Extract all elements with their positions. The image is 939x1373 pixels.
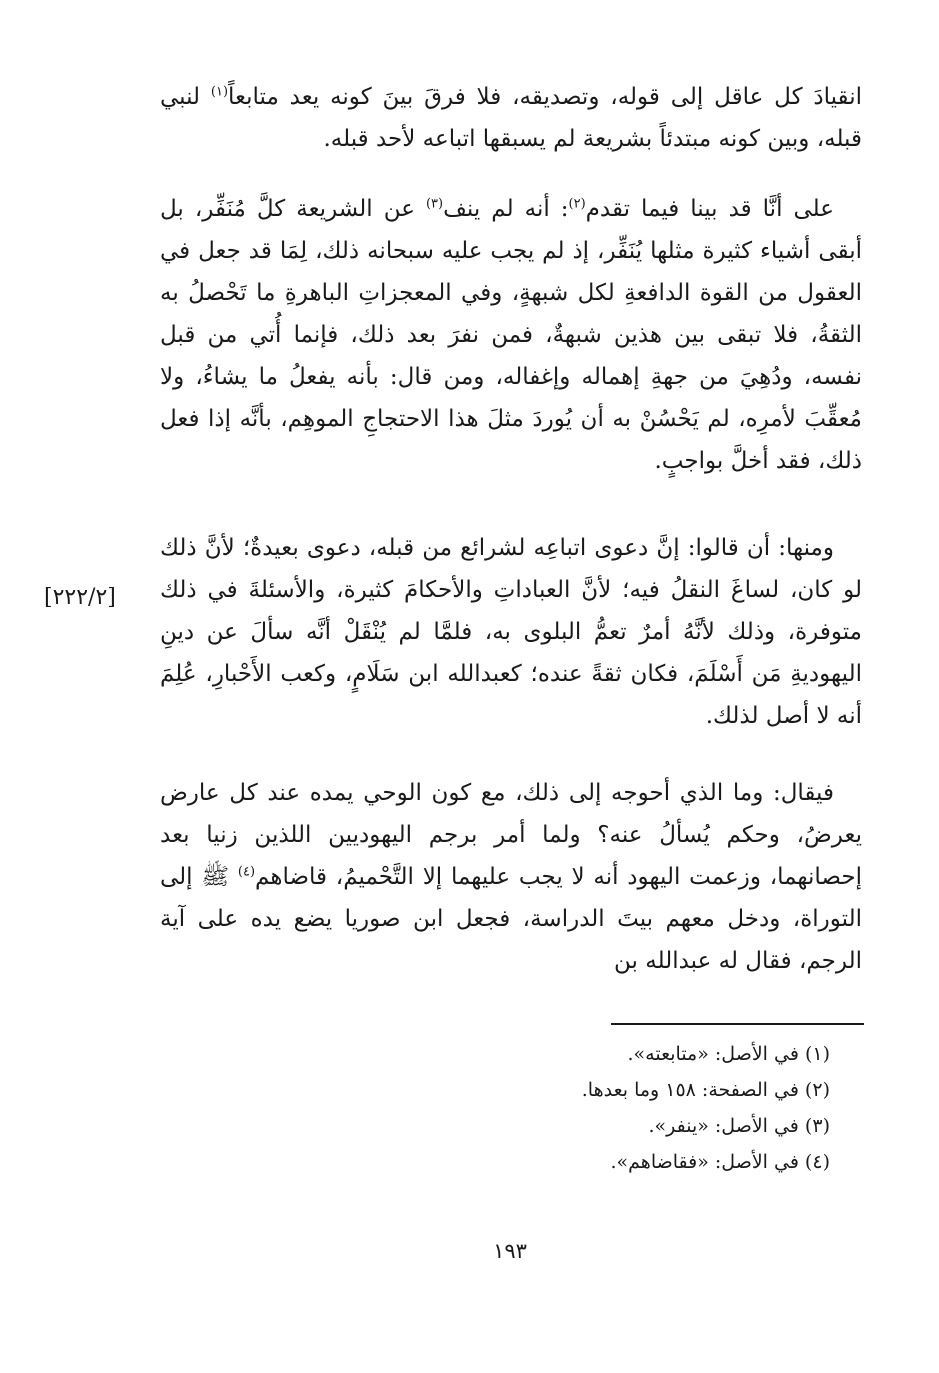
paragraph-2-text-b: : أنه لم ينف: [443, 196, 569, 222]
paragraph-4-text-b: ﷺ إلى التوراة، ودخل معهم بيتَ الدراسة، فجعل ابن صوريا يضع يده على آية الرجم، فقال له عبدالله بن: [160, 864, 862, 974]
footnote-ref-4: (٤): [237, 864, 256, 880]
footnote-4: (٤) في الأصل: «فقاضاهم».: [610, 1151, 830, 1173]
page-number: ١٩٣: [493, 1239, 527, 1263]
paragraph-2-text-c: عن الشريعة كلَّ مُنَفِّر، بل أبقى أشياء كثيرة مثلها يُنَفِّر، إذ لم يجب عليه سبحانه ذلك، لِمَا قد جعل في العقول من القوة الدافعةِ لكل شبهةٍ، وفي المعجزاتِ الباهرةِ ما تَحْصلُ به الثقةُ، فلا تبقى بين هذين شبهةٌ، فمن نفرَ بعد ذلك، فإنما أُتي من قبل نفسه، ودُهِيَ من جهةِ إهماله وإغفاله، ومن قال: بأنه يفعلُ ما يشاءُ، ولا مُعقِّبَ لأمرِه، لم يَحْسُنْ به أن يُوردَ مثلَ هذا الاحتجاجِ الموهِم، بأنَّه إذا فعل ذلك، فقد أخلَّ بواجبٍ.: [160, 196, 862, 474]
body-paragraph-4: [160, 772, 862, 982]
paragraph-1-text-b: لنبي قبله، وبين كونه مبتدئاً بشريعة لم يسبقها اتباعه لأحد قبله.: [160, 84, 862, 152]
paragraph-1-text-a: انقيادَ كل عاقل إلى قوله، وتصديقه، فلا فرقَ بينَ كونه يعد متابعاً: [228, 84, 862, 110]
margin-page-reference: [٢٢٢/٢]: [44, 585, 116, 610]
footnote-separator: [611, 1023, 864, 1025]
body-paragraph-1: [160, 76, 862, 160]
footnote-ref-2: (٢): [568, 196, 586, 212]
footnote-1: (١) في الأصل: «متابعته».: [627, 1043, 830, 1065]
paragraph-2-text-a: على أنَّا قد بينا فيما تقدم: [585, 196, 835, 222]
footnotes: [300, 1036, 830, 1180]
footnote-ref-3: (٣): [425, 196, 444, 212]
paragraph-4-text-a: فيقال: وما الذي أحوجه إلى ذلك، مع كون الوحي يمده عند كل عارض يعرضُ، وحكم يُسألُ عنه؟ ولما أمر برجم اليهوديين اللذين زنيا بعد إحصانهما، وزعمت اليهود أنه لا يجب عليهما إلا التَّحْميمُ، قاضاهم: [160, 780, 862, 890]
body-paragraph-3: [160, 527, 862, 737]
footnote-2: (٢) في الصفحة: ١٥٨ وما بعدها.: [581, 1079, 830, 1101]
body-paragraph-2: [160, 188, 862, 482]
paragraph-3-text-a: ومنها: أن قالوا: إنَّ دعوى اتباعِه لشرائع من قبله، دعوى بعيدةٌ؛ لأنَّ ذلك لو كان، لساغَ النقلُ فيه؛ لأنَّ العباداتِ والأحكامَ كثيرة، والأسئلةَ في ذلك متوفرة، وذلك لأنَّهُ أمرٌ تعمُّ البلوى به، فلمَّا لم يُنْقَلْ أنَّه سألَ عن دينِ اليهوديةِ مَن أَسْلَمَ، فكان ثقةً عنده؛ كعبدالله ابن سَلَامٍ، وكعب الأَحْبارِ، عُلِمَ أنه لا أصل لذلك.: [160, 535, 862, 729]
footnote-3: (٣) في الأصل: «ينفر».: [648, 1115, 830, 1137]
footnote-ref-1: (١): [210, 84, 229, 100]
